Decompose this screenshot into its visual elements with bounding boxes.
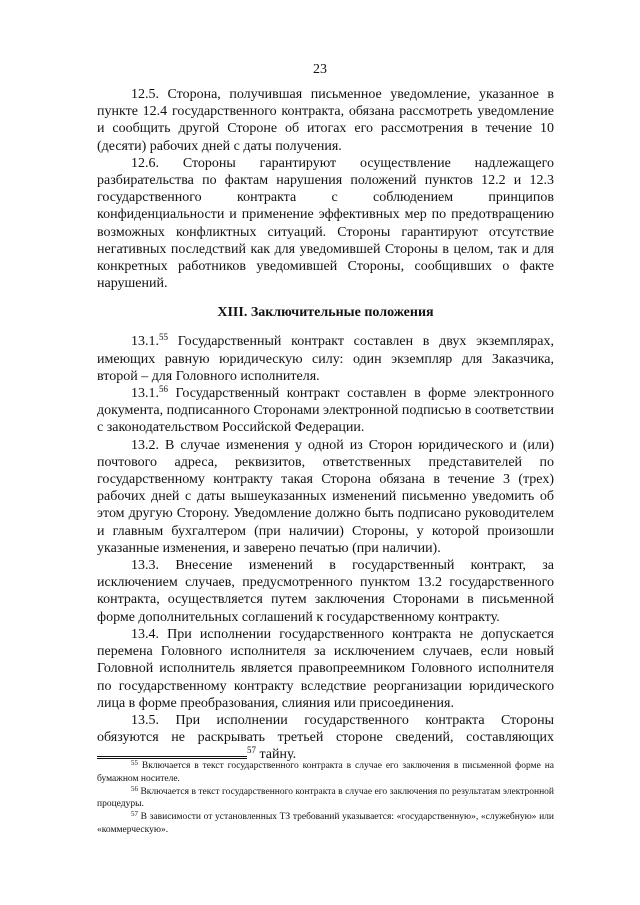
fill-in-blank xyxy=(97,746,247,759)
paragraph-12-5: 12.5. Сторона, получившая письменное уведомление, указанное в пункте 12.4 государственного контракта, обязана рассмотреть уведомление и сообщить другой Стороне об итогах его рассмотрения в течение 10 (десяти) рабочих дней с даты получения. xyxy=(97,87,554,154)
paragraph-number: 13.1. xyxy=(131,334,159,350)
paragraph-13-3: 13.3. Внесение изменений в государственный контракт, за исключением случаев, предусмотренного пунктом 13.2 государственного контракта, осуществляется путем заключения Сторонами в письменной форме дополнительных соглашений к государственному контракту. xyxy=(97,558,554,625)
paragraph-text: Государственный контракт составлен в форме электронного документа, подписанного Сторонами электронной подписью в соответствии с законодательством Российской Федерации. xyxy=(97,386,554,436)
footnote-number: 56 xyxy=(131,784,138,793)
paragraph-13-2: 13.2. В случае изменения у одной из Сторон юридического и (или) почтового адреса, реквизитов, ответственных представителей по государственному контракту такая Сторона обязана в течение 3 (трех) рабочих дней с даты вышеуказанных изменений письменно уведомить об этом другую Сторону. Уведомление должно быть подписано руководителем и главным бухгалтером (при наличии) Стороны, у которой произошли указанные изменения, и заверено печатью (при наличии). xyxy=(97,437,554,556)
footnote-55 xyxy=(97,760,554,786)
footnote-ref: 57 xyxy=(247,745,256,756)
paragraph-12-6: 12.6. Стороны гарантируют осуществление надлежащего разбирательства по фактам нарушения положений пунктов 12.2 и 12.3 государственного контракта с соблюдением принципов конфиденциальности и применение эффективных мер по предотвращению возможных конфликтных ситуаций. Стороны гарантируют отсутствие негативных последствий как для уведомившей Стороны в целом, так и для конкретных работников уведомившей Стороны, сообщивших о факте нарушений. xyxy=(97,155,554,292)
footnote-number: 55 xyxy=(131,759,138,767)
footnote-number: 57 xyxy=(131,810,138,819)
paragraph-text: Государственный контракт составлен в двух экземплярах, имеющих равную юридическую силу: один экземпляр для Заказчика, второй – для Головного исполнителя. xyxy=(97,334,554,384)
document-body xyxy=(97,86,554,764)
paragraph-number: 13.1. xyxy=(131,386,159,402)
paragraph-13-1-a xyxy=(97,333,554,385)
paragraph-13-1-b xyxy=(97,385,554,437)
footnote-text: Включается в текст государственного контракта в случае его заключения по результатам электронной процедуры. xyxy=(97,786,554,810)
footnote-ref: 56 xyxy=(159,384,168,395)
footnote-ref: 55 xyxy=(159,332,168,343)
page-number: 23 xyxy=(313,62,327,77)
paragraph-13-4: 13.4. При исполнении государственного контракта не допускается перемена Головного исполнителя за исключением случаев, если новый Головной исполнитель является правопреемником Головного исполнителя по государственному контракту вследствие реорганизации юридического лица в форме преобразования, слияния или присоединения. xyxy=(97,626,554,711)
footnote-text: В зависимости от установленных ТЗ требований указывается: «государственную», «служебную» или «коммерческую». xyxy=(97,812,554,835)
paragraph-text: 13.5. При исполнении государственного контракта Стороны обязуются не раскрывать третьей стороне сведений, составляющих xyxy=(97,712,554,746)
footnotes xyxy=(97,760,554,837)
paragraph-tail: тайну. xyxy=(256,747,297,763)
footnote-text: Включается в текст государственного контракта в случае его заключения в письменной форме на бумажном носителе. xyxy=(97,761,554,784)
footnote-separator xyxy=(97,756,247,757)
section-heading: XIII. Заключительные положения xyxy=(217,305,434,321)
footnote-57 xyxy=(97,811,554,837)
footnote-56 xyxy=(97,786,554,812)
